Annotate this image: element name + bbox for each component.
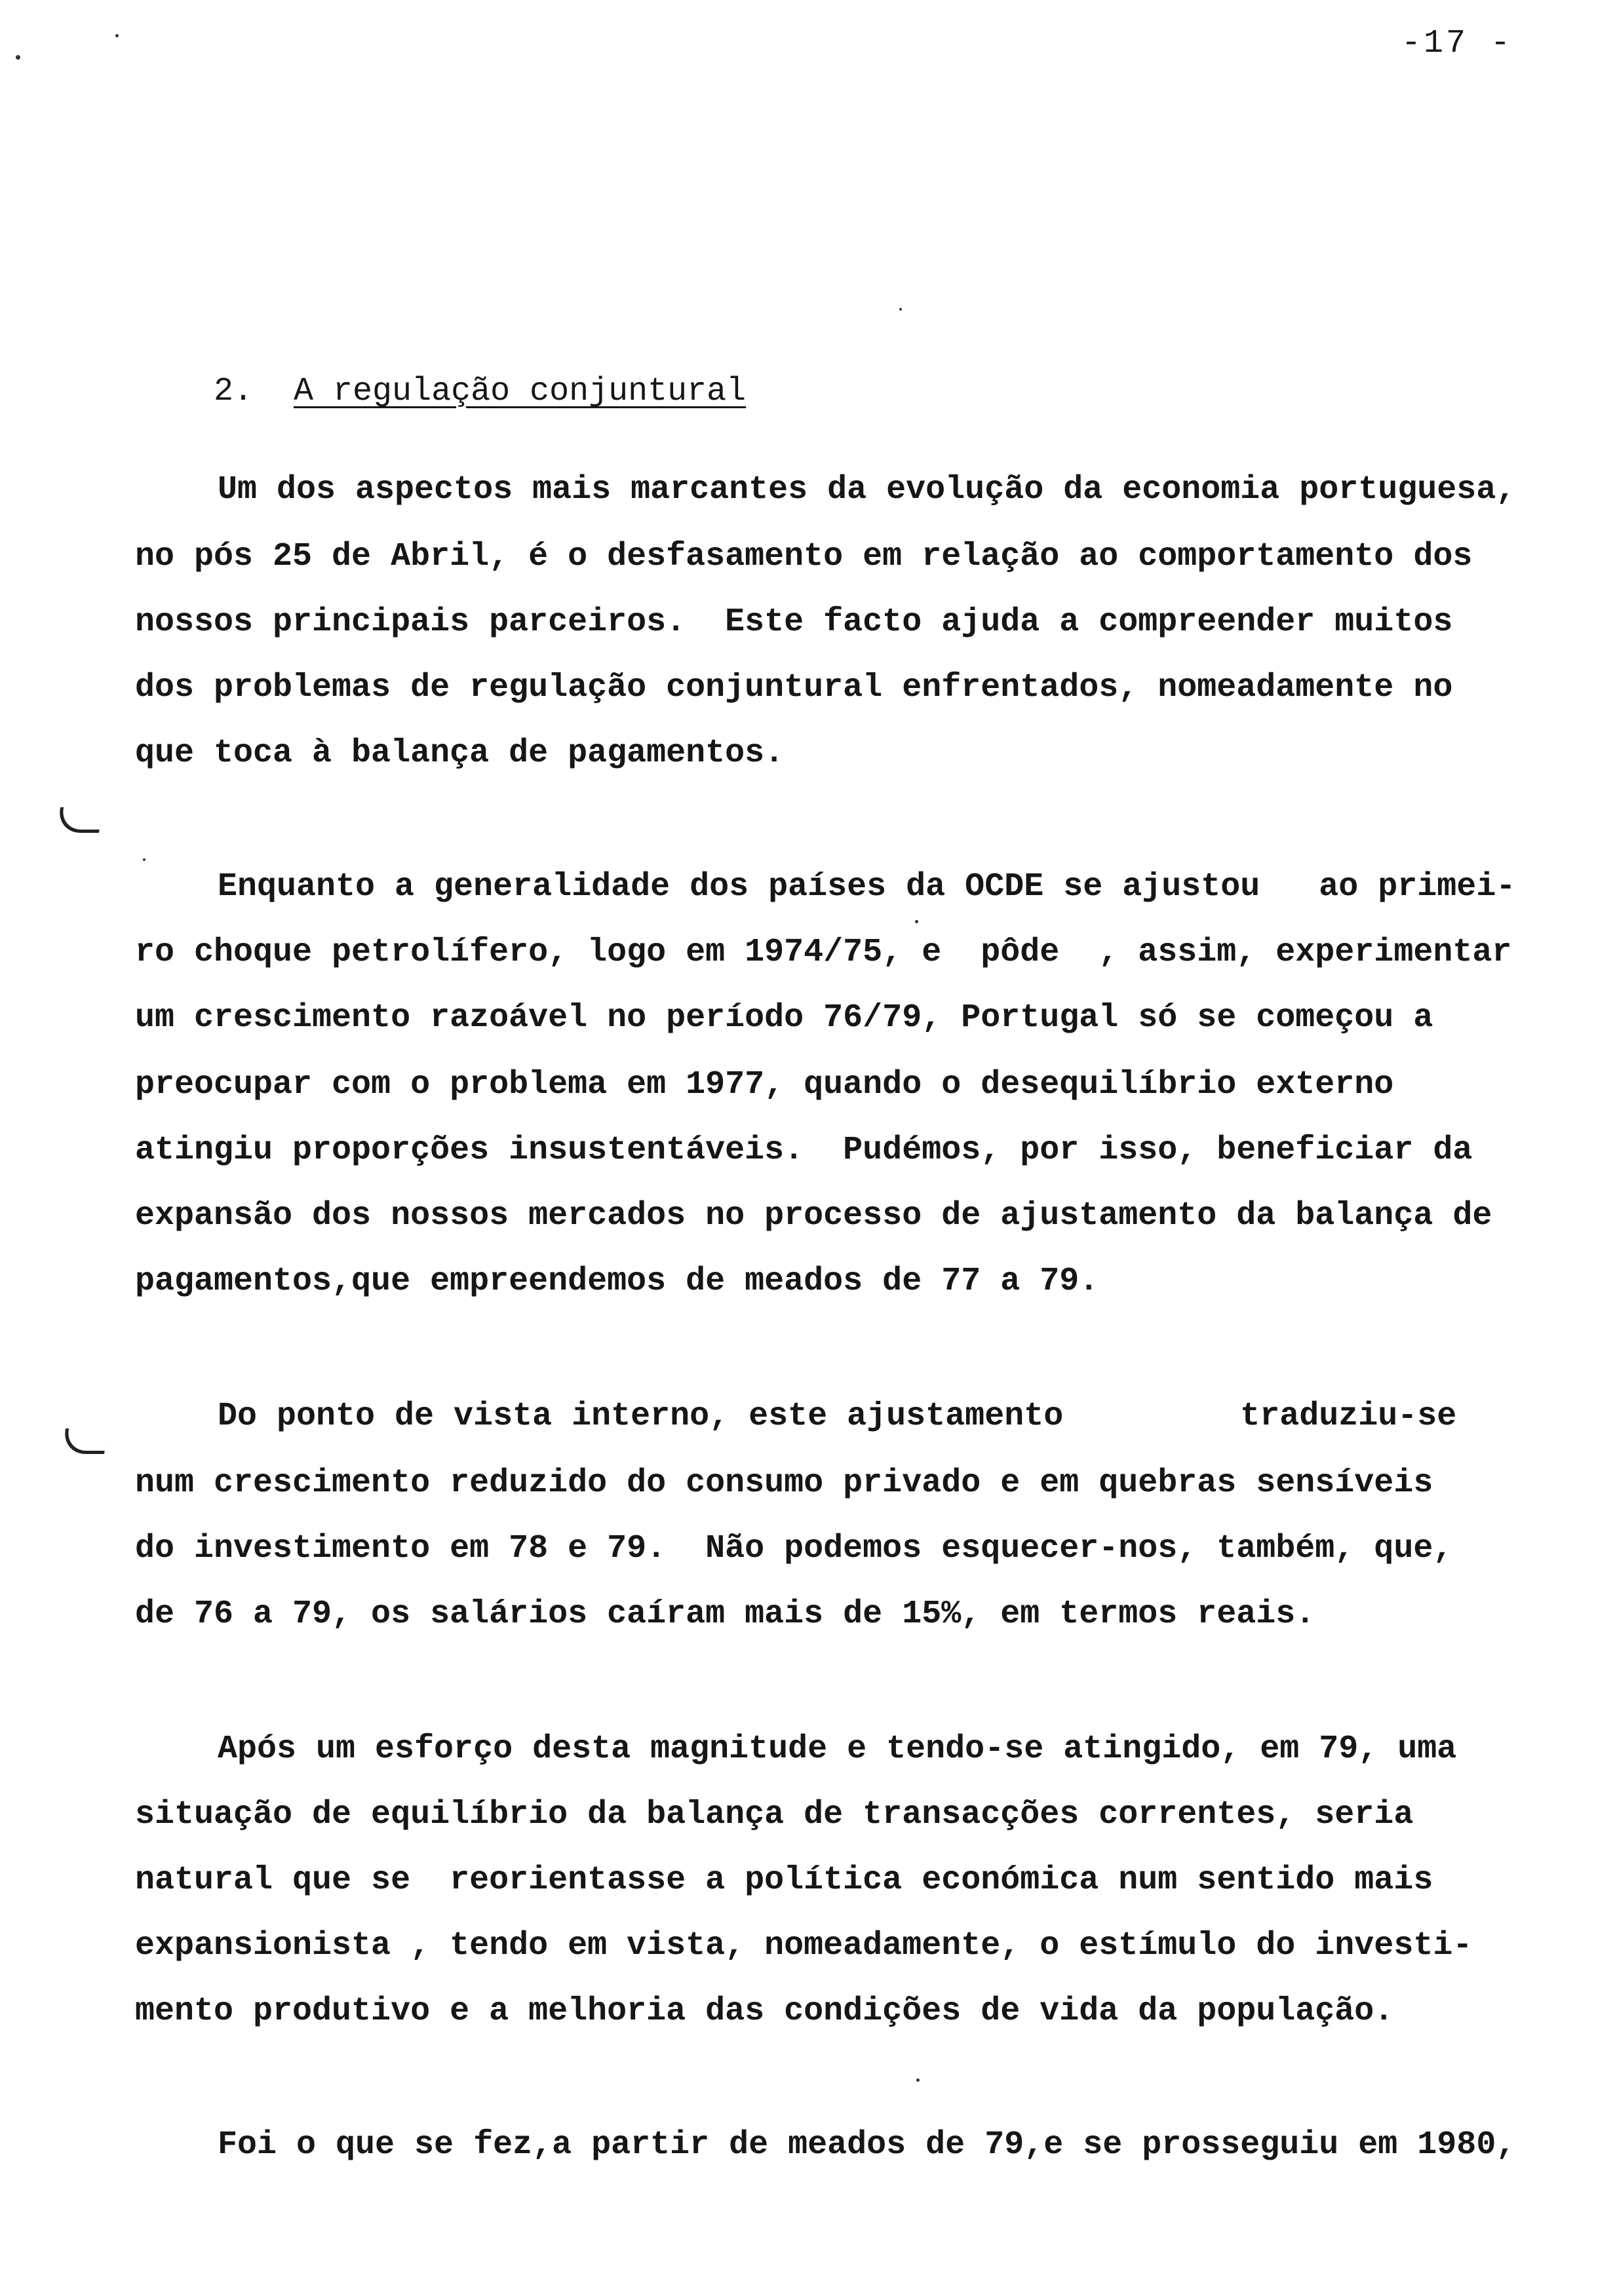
- text-line: mento produtivo e a melhoria das condições de vida da população.: [135, 1993, 1394, 2030]
- page-number: -17 -: [1401, 25, 1513, 62]
- text-line: ro choque petrolífero, logo em 1974/75, e pôde , assim, experimentar: [135, 934, 1512, 971]
- section-number: 2.: [214, 373, 254, 410]
- text-line: no pós 25 de Abril, é o desfasamento em relação ao comportamento dos: [135, 538, 1473, 575]
- text-line: Após um esforço desta magnitude e tendo-se atingido, em 79, uma: [218, 1731, 1457, 1768]
- text-line: expansão dos nossos mercados no processo de ajustamento da balança de: [135, 1197, 1492, 1234]
- text-line: num crescimento reduzido do consumo privado e em quebras sensíveis: [135, 1464, 1433, 1502]
- scan-speck: [143, 858, 146, 861]
- text-line: do investimento em 78 e 79. Não podemos esquecer-nos, também, que,: [135, 1530, 1453, 1567]
- text-line: que toca à balança de pagamentos.: [135, 735, 785, 772]
- section-heading: [135, 335, 746, 448]
- scan-speck: [915, 920, 918, 923]
- text-line: de 76 a 79, os salários caíram mais de 15%, em termos reais.: [135, 1596, 1315, 1633]
- text-line: um crescimento razoável no período 76/79, Portugal só se começou a: [135, 999, 1433, 1037]
- text-line: expansionista , tendo em vista, nomeadamente, o estímulo do investi-: [135, 1927, 1473, 1964]
- section-title: A regulação conjuntural: [294, 373, 747, 410]
- text-line: nossos principais parceiros. Este facto ajuda a compreender muitos: [135, 603, 1453, 641]
- text-line: dos problemas de regulação conjuntural enfrentados, nomeadamente no: [135, 669, 1453, 706]
- text-line: pagamentos,que empreendemos de meados de 77 a 79.: [135, 1263, 1099, 1300]
- scan-speck: [16, 55, 20, 60]
- text-line: situação de equilíbrio da balança de transacções correntes, seria: [135, 1796, 1414, 1833]
- scan-speck: [916, 2078, 920, 2082]
- text-line: Um dos aspectos mais marcantes da evolução da economia portuguesa,: [218, 471, 1516, 508]
- scan-speck: [115, 34, 119, 37]
- text-line: Foi o que se fez,a partir de meados de 79,e se prosseguiu em 1980,: [218, 2126, 1516, 2164]
- text-line: preocupar com o problema em 1977, quando o desequilíbrio externo: [135, 1066, 1394, 1103]
- margin-mark: [55, 807, 104, 833]
- margin-mark: [60, 1428, 109, 1454]
- scan-speck: [899, 308, 902, 311]
- text-line: natural que se reorientasse a política económica num sentido mais: [135, 1862, 1433, 1899]
- text-line: atingiu proporções insustentáveis. Pudémos, por isso, beneficiar da: [135, 1132, 1473, 1169]
- text-line: Do ponto de vista interno, este ajustamento traduziu-se: [218, 1398, 1457, 1435]
- text-line: Enquanto a generalidade dos países da OCDE se ajustou ao primei-: [218, 868, 1516, 906]
